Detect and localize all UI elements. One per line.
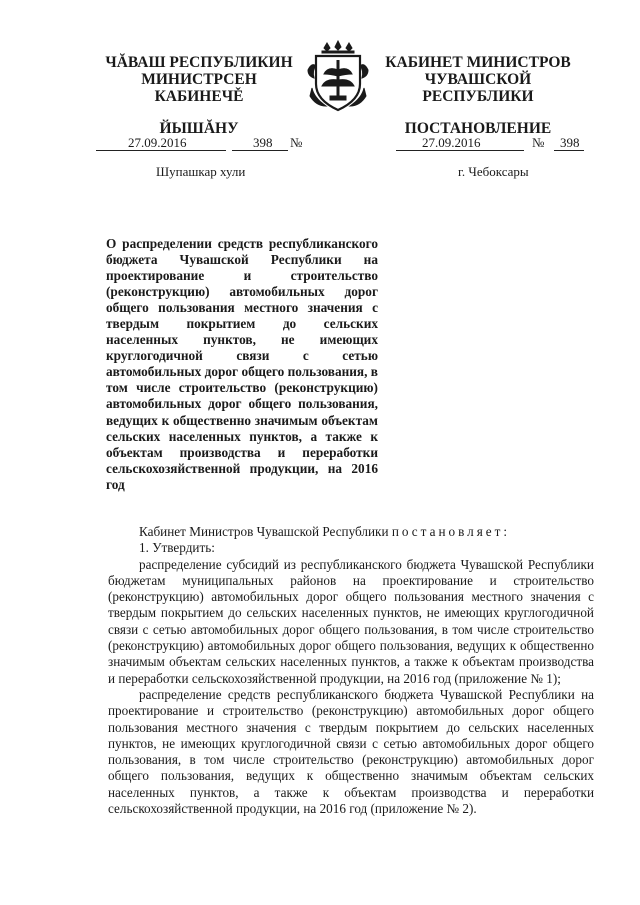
left-number: 398 (253, 135, 273, 150)
right-header (380, 54, 576, 137)
item-1: 1. Утвердить: (139, 540, 215, 556)
document-title: О распределении средств республиканского бюджета Чувашской Республики на проектирование и строительство (реконструкцию) автомобильных дорог общего пользования местного значения с твердым покрытием до сельских населенных пунктов, не имеющих круглогодичной связи с сетью автомобильных дорог общего пользования, в том числе строительство (реконструкцию) автомобильных дорог общего пользования, ведущих к общественно значимым объектам сельских населенных пунктов, а также к объектам производства и переработки сельскохозяйственной продукции, на 2016 год (106, 236, 378, 492)
left-number-sign: № (290, 135, 303, 150)
right-header-line1: КАБИНЕТ МИНИСТРОВ (385, 54, 571, 71)
paragraph-2: распределение средств республиканского бюджета Чувашской Республики на проектирование и строительство (реконструкцию) автомобильных дорог общего пользования местного значения с твердым покрытием до сельских населенных пунктов, не имеющих круглогодичной связи с сетью автомобильных дорог общего пользования, в том числе строительство (реконструкцию) автомобильных дорог общего пользования, ведущих к общественно значимым объектам сельских населенных пунктов, а также к объектам производства и переработки сельскохозяйственной продукции, на 2016 год (приложение № 2). (108, 686, 594, 817)
top-emblem-flowers-icon (322, 41, 354, 53)
left-header-line2: МИНИСТРСЕН КАБИНЕЧĚ (141, 71, 257, 105)
left-header-line1: ЧĂВАШ РЕСПУБЛИКИН (105, 54, 293, 71)
left-date: 27.09.2016 (128, 135, 187, 150)
right-city: г. Чебоксары (458, 164, 529, 179)
left-header (96, 54, 302, 137)
right-doc-type: ПОСТАНОВЛЕНИЕ (404, 120, 552, 137)
document-body (108, 524, 594, 817)
left-city: Шупашкар хули (156, 164, 246, 179)
chuvashia-coat-of-arms-icon (304, 40, 372, 116)
right-number-sign: № (532, 135, 545, 150)
left-doc-type: ЙЫШĂНУ (159, 120, 239, 137)
paragraph-1: распределение субсидий из республиканского бюджета Чувашской Республики бюджетам муниципальных районов на проектирование и строительство (реконструкцию) автомобильных дорог общего пользования местного значения с твердым покрытием до сельских населенных пунктов, не имеющих круглогодичной связи с сетью автомобильных дорог общего пользования, в том числе строительство (реконструкцию) автомобильных дорог общего пользования, ведущих к общественно значимым объектам сельских населенных пунктов, а также к объектам производства и переработки сельскохозяйственной продукции, на 2016 год (приложение № 1); (108, 556, 594, 686)
intro-paragraph (108, 524, 594, 540)
intro-text: Кабинет Министров Чувашской Республики (139, 524, 392, 539)
right-number: 398 (560, 135, 580, 150)
right-date: 27.09.2016 (422, 135, 481, 150)
right-header-line2: ЧУВАШСКОЙ РЕСПУБЛИКИ (422, 71, 534, 105)
decree-word: постановляет: (391, 524, 511, 539)
